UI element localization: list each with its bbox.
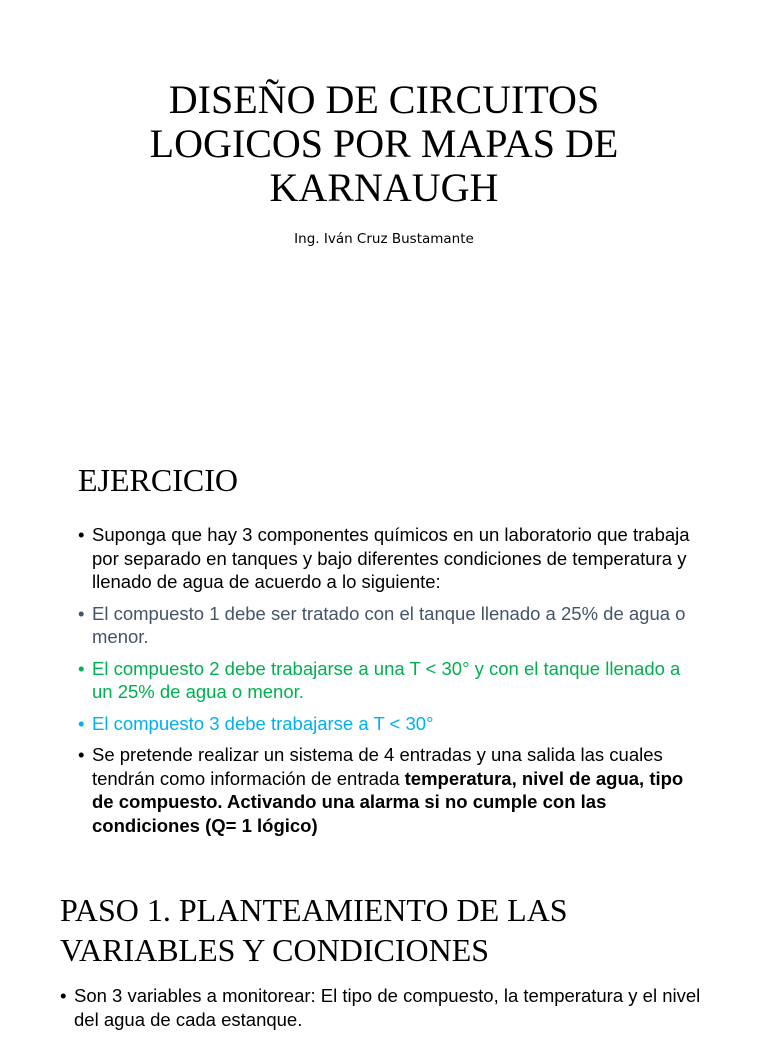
title-line: KARNAUGH [269,165,499,210]
bullet-icon: • [60,985,67,1006]
bullet-text: Se pretende realizar un sistema de 4 entradas y una salida las cuales tendrán como información de entrada [92,744,663,789]
bullet-icon: • [78,744,85,765]
step-slide [0,860,768,1030]
list-item [78,657,698,704]
bullet-text: El compuesto 2 debe trabajarse a una T < 30° y con el tanque llenado a un 25% de agua o menor. [92,657,681,702]
presentation-title [0,78,768,210]
exercise-slide [0,430,768,860]
title-line: PASO 1. PLANTEAMIENTO DE LAS [60,892,568,928]
bullet-list [78,523,698,845]
slide-title: EJERCICIO [78,462,238,498]
bullet-text: El compuesto 3 debe trabajarse a T < 30° [92,712,434,734]
bullet-icon: • [78,602,85,624]
bullet-list [60,984,720,1039]
bullet-text: Son 3 variables a monitorear: El tipo de compuesto, la temperatura y el nivel del agua de cada estanque. [74,985,701,1030]
bullet-text-bold: temperatura, nivel de agua, tipo de compuesto. Activando una alarma si no cumple con las condiciones (Q= 1 lógico) [92,767,684,836]
title-line: VARIABLES Y CONDICIONES [60,932,490,968]
title-line: LOGICOS POR MAPAS DE [149,121,619,166]
bullet-text: El compuesto 1 debe ser tratado con el tanque llenado a 25% de agua o menor. [92,602,686,647]
slide-title [60,890,568,970]
bullet-icon: • [78,657,85,679]
title-line: DISEÑO DE CIRCUITOS [168,77,600,122]
list-item [78,743,698,837]
bullet-text: Suponga que hay 3 componentes químicos en un laboratorio que trabaja por separado en tanques y bajo diferentes condiciones de temperatura y llenado de agua de acuerdo a lo siguiente: [92,524,690,592]
bullet-icon: • [78,524,85,545]
list-item [78,602,698,649]
bullet-icon: • [78,712,85,734]
title-slide [0,0,768,430]
author-subtitle: Ing. Iván Cruz Bustamante [294,231,474,247]
list-item [78,523,698,594]
list-item [78,712,698,736]
